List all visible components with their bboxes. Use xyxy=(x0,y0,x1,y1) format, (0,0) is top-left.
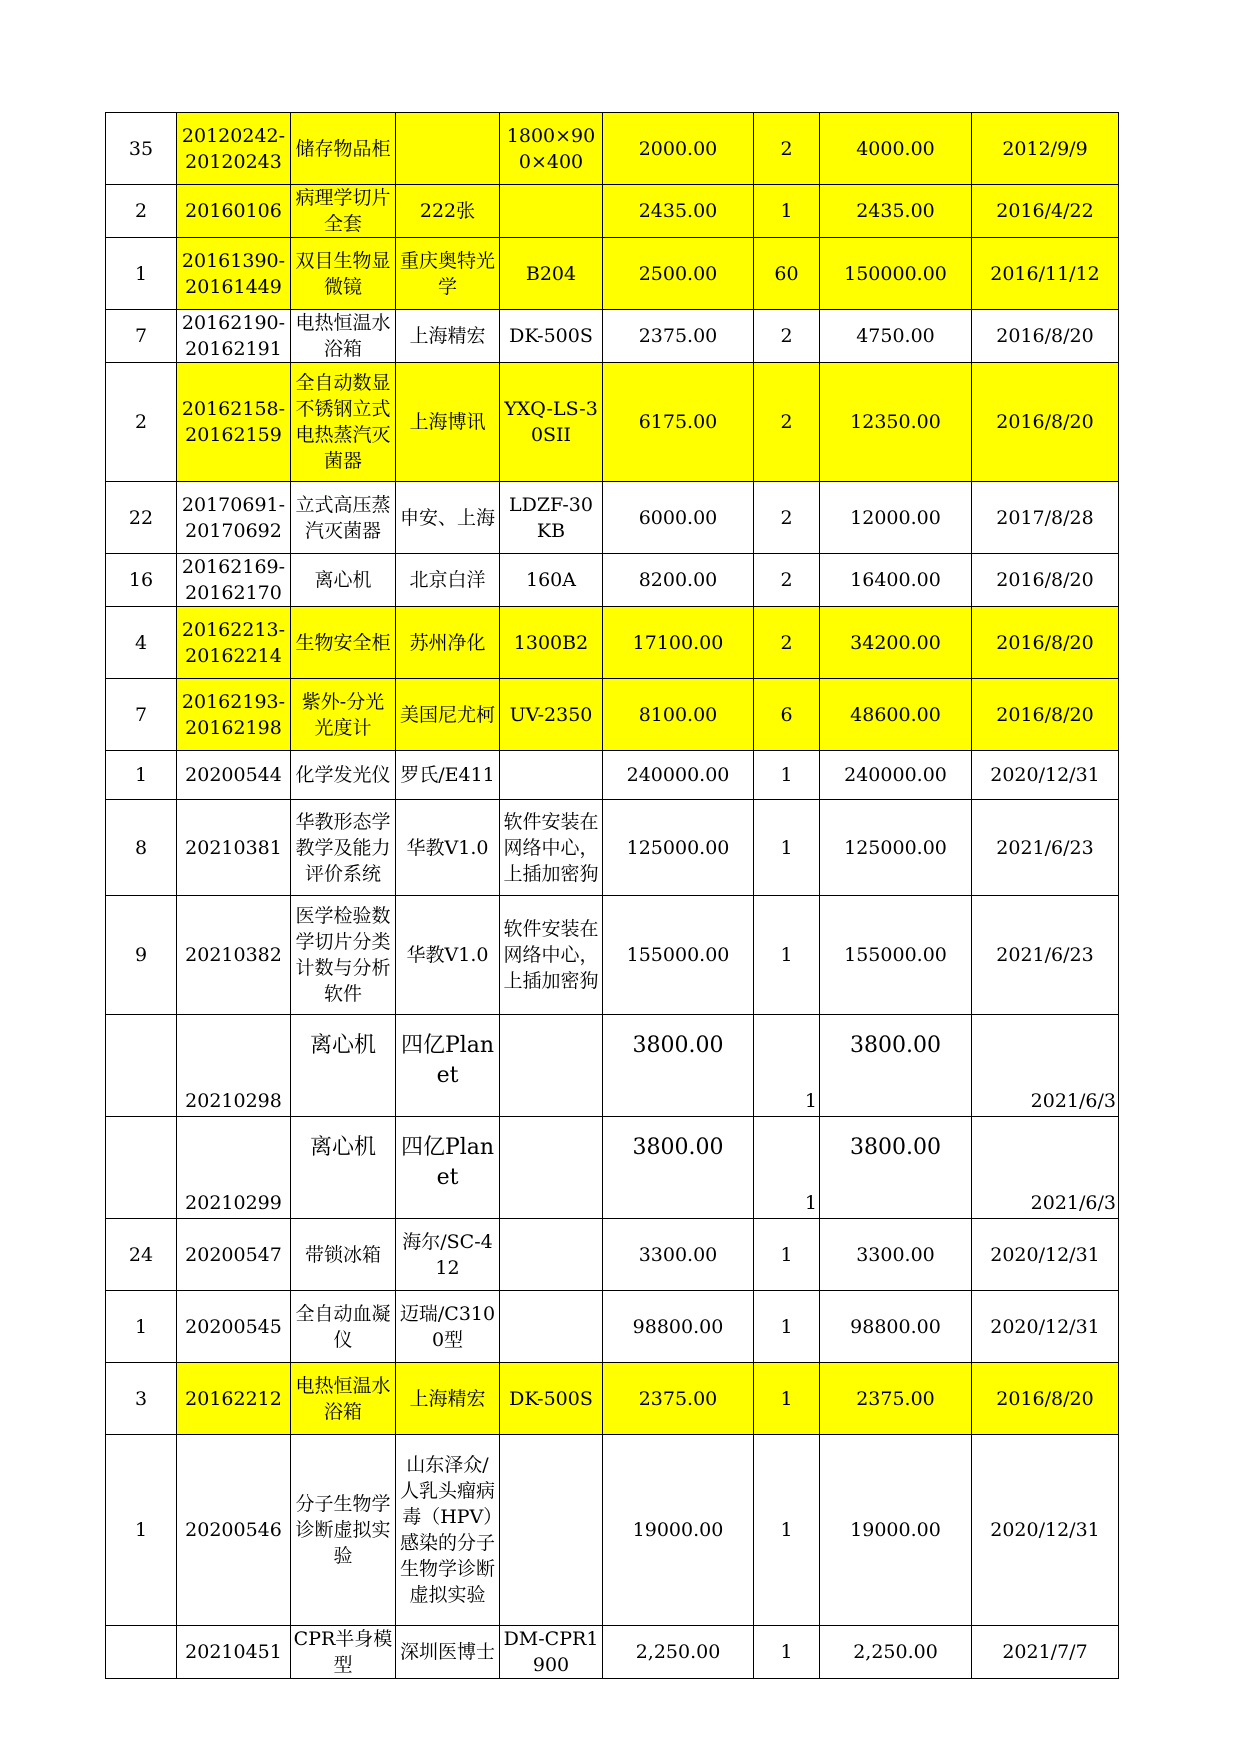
name-cell: 电热恒温水浴箱 xyxy=(291,310,396,363)
asset-number-cell: 20162193-20162198 xyxy=(177,679,291,751)
model-cell xyxy=(500,1015,603,1117)
name-cell: 带锁冰箱 xyxy=(291,1219,396,1291)
brand-cell: 重庆奥特光学 xyxy=(396,238,500,310)
quantity-cell: 1 xyxy=(754,800,820,896)
index-cell: 24 xyxy=(106,1219,177,1291)
model-cell: 1300B2 xyxy=(500,607,603,679)
date-cell: 2016/8/20 xyxy=(972,554,1119,607)
amount-cell: 155000.00 xyxy=(820,896,972,1015)
amount-cell: 34200.00 xyxy=(820,607,972,679)
index-cell: 16 xyxy=(106,554,177,607)
model-cell xyxy=(500,1117,603,1219)
asset-number-cell: 20210381 xyxy=(177,800,291,896)
brand-cell: 四亿Planet xyxy=(396,1117,500,1219)
amount-cell: 4000.00 xyxy=(820,113,972,185)
unit-price-cell: 2,250.00 xyxy=(603,1626,754,1679)
quantity-cell: 1 xyxy=(754,1117,820,1219)
model-cell xyxy=(500,1291,603,1363)
quantity-cell: 1 xyxy=(754,751,820,800)
date-cell: 2016/11/12 xyxy=(972,238,1119,310)
date-cell: 2021/7/7 xyxy=(972,1626,1119,1679)
asset-number-cell: 20162213-20162214 xyxy=(177,607,291,679)
table-row xyxy=(106,1219,1119,1291)
brand-cell: 苏州净化 xyxy=(396,607,500,679)
amount-cell: 240000.00 xyxy=(820,751,972,800)
unit-price-cell: 2000.00 xyxy=(603,113,754,185)
asset-number-cell: 20200547 xyxy=(177,1219,291,1291)
brand-cell: 上海精宏 xyxy=(396,1363,500,1435)
quantity-cell: 2 xyxy=(754,554,820,607)
unit-price-cell: 17100.00 xyxy=(603,607,754,679)
name-cell: 病理学切片全套 xyxy=(291,185,396,238)
asset-number-cell: 20210382 xyxy=(177,896,291,1015)
brand-cell: 华教V1.0 xyxy=(396,800,500,896)
date-cell: 2016/8/20 xyxy=(972,310,1119,363)
model-cell: B204 xyxy=(500,238,603,310)
name-cell: 离心机 xyxy=(291,554,396,607)
brand-cell xyxy=(396,113,500,185)
index-cell xyxy=(106,1117,177,1219)
asset-number-cell: 20210451 xyxy=(177,1626,291,1679)
table-row xyxy=(106,1291,1119,1363)
brand-cell: 美国尼尤柯 xyxy=(396,679,500,751)
asset-number-cell: 20120242-20120243 xyxy=(177,113,291,185)
index-cell: 1 xyxy=(106,1291,177,1363)
unit-price-cell: 3800.00 xyxy=(603,1117,754,1219)
name-cell: 生物安全柜 xyxy=(291,607,396,679)
model-cell: 软件安装在网络中心，上插加密狗 xyxy=(500,800,603,896)
model-cell: 160A xyxy=(500,554,603,607)
unit-price-cell: 2435.00 xyxy=(603,185,754,238)
table-row xyxy=(106,310,1119,363)
index-cell: 1 xyxy=(106,238,177,310)
model-cell: DK-500S xyxy=(500,310,603,363)
unit-price-cell: 6000.00 xyxy=(603,482,754,554)
amount-cell: 2,250.00 xyxy=(820,1626,972,1679)
name-cell: 电热恒温水浴箱 xyxy=(291,1363,396,1435)
brand-cell: 上海博讯 xyxy=(396,363,500,482)
amount-cell: 3300.00 xyxy=(820,1219,972,1291)
model-cell: DM-CPR1900 xyxy=(500,1626,603,1679)
table-row xyxy=(106,482,1119,554)
amount-cell: 48600.00 xyxy=(820,679,972,751)
index-cell: 3 xyxy=(106,1363,177,1435)
amount-cell: 4750.00 xyxy=(820,310,972,363)
asset-number-cell: 20200545 xyxy=(177,1291,291,1363)
brand-cell: 222张 xyxy=(396,185,500,238)
name-cell: 全自动血凝仪 xyxy=(291,1291,396,1363)
amount-cell: 150000.00 xyxy=(820,238,972,310)
index-cell: 9 xyxy=(106,896,177,1015)
quantity-cell: 1 xyxy=(754,1626,820,1679)
index-cell xyxy=(106,1015,177,1117)
model-cell: YXQ-LS-30SII xyxy=(500,363,603,482)
date-cell: 2017/8/28 xyxy=(972,482,1119,554)
index-cell: 4 xyxy=(106,607,177,679)
index-cell: 22 xyxy=(106,482,177,554)
quantity-cell: 1 xyxy=(754,1291,820,1363)
brand-cell: 上海精宏 xyxy=(396,310,500,363)
date-cell: 2016/4/22 xyxy=(972,185,1119,238)
index-cell: 7 xyxy=(106,679,177,751)
table-row xyxy=(106,1626,1119,1679)
quantity-cell: 2 xyxy=(754,607,820,679)
brand-cell: 申安、上海 xyxy=(396,482,500,554)
unit-price-cell: 125000.00 xyxy=(603,800,754,896)
model-cell xyxy=(500,1219,603,1291)
unit-price-cell: 6175.00 xyxy=(603,363,754,482)
date-cell: 2021/6/3 xyxy=(972,1117,1119,1219)
asset-number-cell: 20162158-20162159 xyxy=(177,363,291,482)
quantity-cell: 2 xyxy=(754,310,820,363)
index-cell: 2 xyxy=(106,185,177,238)
date-cell: 2020/12/31 xyxy=(972,1435,1119,1626)
table-row xyxy=(106,1015,1119,1117)
date-cell: 2021/6/23 xyxy=(972,896,1119,1015)
model-cell xyxy=(500,751,603,800)
name-cell: 紫外-分光光度计 xyxy=(291,679,396,751)
name-cell: 双目生物显微镜 xyxy=(291,238,396,310)
brand-cell: 深圳医博士 xyxy=(396,1626,500,1679)
unit-price-cell: 155000.00 xyxy=(603,896,754,1015)
quantity-cell: 2 xyxy=(754,113,820,185)
index-cell: 35 xyxy=(106,113,177,185)
amount-cell: 19000.00 xyxy=(820,1435,972,1626)
date-cell: 2020/12/31 xyxy=(972,751,1119,800)
brand-cell: 迈瑞/C3100型 xyxy=(396,1291,500,1363)
name-cell: 分子生物学诊断虚拟实验 xyxy=(291,1435,396,1626)
table-row xyxy=(106,238,1119,310)
model-cell xyxy=(500,185,603,238)
brand-cell: 海尔/SC-412 xyxy=(396,1219,500,1291)
asset-number-cell: 20162190-20162191 xyxy=(177,310,291,363)
table-body xyxy=(106,113,1119,1679)
table-row xyxy=(106,679,1119,751)
unit-price-cell: 2500.00 xyxy=(603,238,754,310)
asset-number-cell: 20200544 xyxy=(177,751,291,800)
equipment-table xyxy=(105,112,1119,1679)
date-cell: 2016/8/20 xyxy=(972,607,1119,679)
quantity-cell: 2 xyxy=(754,482,820,554)
unit-price-cell: 2375.00 xyxy=(603,310,754,363)
date-cell: 2016/8/20 xyxy=(972,363,1119,482)
date-cell: 2016/8/20 xyxy=(972,1363,1119,1435)
name-cell: 立式高压蒸汽灭菌器 xyxy=(291,482,396,554)
quantity-cell: 1 xyxy=(754,1219,820,1291)
table-row xyxy=(106,896,1119,1015)
name-cell: 医学检验数学切片分类计数与分析软件 xyxy=(291,896,396,1015)
asset-number-cell: 20162169-20162170 xyxy=(177,554,291,607)
model-cell: 软件安装在网络中心，上插加密狗 xyxy=(500,896,603,1015)
table-row xyxy=(106,1435,1119,1626)
date-cell: 2012/9/9 xyxy=(972,113,1119,185)
model-cell: UV-2350 xyxy=(500,679,603,751)
name-cell: 离心机 xyxy=(291,1015,396,1117)
quantity-cell: 6 xyxy=(754,679,820,751)
asset-number-cell: 20210299 xyxy=(177,1117,291,1219)
brand-cell: 四亿Planet xyxy=(396,1015,500,1117)
table-row xyxy=(106,1117,1119,1219)
quantity-cell: 60 xyxy=(754,238,820,310)
table-row xyxy=(106,185,1119,238)
index-cell: 1 xyxy=(106,1435,177,1626)
table-row xyxy=(106,1363,1119,1435)
unit-price-cell: 240000.00 xyxy=(603,751,754,800)
table-row xyxy=(106,113,1119,185)
model-cell: 1800×900×400 xyxy=(500,113,603,185)
unit-price-cell: 3300.00 xyxy=(603,1219,754,1291)
unit-price-cell: 8200.00 xyxy=(603,554,754,607)
quantity-cell: 1 xyxy=(754,1363,820,1435)
quantity-cell: 1 xyxy=(754,896,820,1015)
index-cell: 8 xyxy=(106,800,177,896)
table-row xyxy=(106,800,1119,896)
amount-cell: 3800.00 xyxy=(820,1117,972,1219)
amount-cell: 12350.00 xyxy=(820,363,972,482)
model-cell: LDZF-30KB xyxy=(500,482,603,554)
amount-cell: 2435.00 xyxy=(820,185,972,238)
model-cell: DK-500S xyxy=(500,1363,603,1435)
unit-price-cell: 19000.00 xyxy=(603,1435,754,1626)
unit-price-cell: 98800.00 xyxy=(603,1291,754,1363)
date-cell: 2020/12/31 xyxy=(972,1219,1119,1291)
model-cell xyxy=(500,1435,603,1626)
index-cell xyxy=(106,1626,177,1679)
index-cell: 2 xyxy=(106,363,177,482)
amount-cell: 125000.00 xyxy=(820,800,972,896)
table-row xyxy=(106,607,1119,679)
date-cell: 2016/8/20 xyxy=(972,679,1119,751)
asset-number-cell: 20170691-20170692 xyxy=(177,482,291,554)
quantity-cell: 1 xyxy=(754,1435,820,1626)
amount-cell: 3800.00 xyxy=(820,1015,972,1117)
brand-cell: 山东泽众/人乳头瘤病毒（HPV）感染的分子生物学诊断虚拟实验 xyxy=(396,1435,500,1626)
index-cell: 1 xyxy=(106,751,177,800)
amount-cell: 16400.00 xyxy=(820,554,972,607)
asset-number-cell: 20200546 xyxy=(177,1435,291,1626)
amount-cell: 98800.00 xyxy=(820,1291,972,1363)
table-row xyxy=(106,554,1119,607)
asset-number-cell: 20160106 xyxy=(177,185,291,238)
date-cell: 2020/12/31 xyxy=(972,1291,1119,1363)
brand-cell: 华教V1.0 xyxy=(396,896,500,1015)
brand-cell: 罗氏/E411 xyxy=(396,751,500,800)
name-cell: 全自动数显不锈钢立式电热蒸汽灭菌器 xyxy=(291,363,396,482)
date-cell: 2021/6/3 xyxy=(972,1015,1119,1117)
asset-number-cell: 20161390-20161449 xyxy=(177,238,291,310)
name-cell: CPR半身模型 xyxy=(291,1626,396,1679)
name-cell: 储存物品柜 xyxy=(291,113,396,185)
amount-cell: 2375.00 xyxy=(820,1363,972,1435)
name-cell: 华教形态学教学及能力评价系统 xyxy=(291,800,396,896)
brand-cell: 北京白洋 xyxy=(396,554,500,607)
unit-price-cell: 2375.00 xyxy=(603,1363,754,1435)
table-row xyxy=(106,751,1119,800)
amount-cell: 12000.00 xyxy=(820,482,972,554)
name-cell: 化学发光仪 xyxy=(291,751,396,800)
name-cell: 离心机 xyxy=(291,1117,396,1219)
unit-price-cell: 8100.00 xyxy=(603,679,754,751)
asset-number-cell: 20210298 xyxy=(177,1015,291,1117)
index-cell: 7 xyxy=(106,310,177,363)
quantity-cell: 2 xyxy=(754,363,820,482)
unit-price-cell: 3800.00 xyxy=(603,1015,754,1117)
quantity-cell: 1 xyxy=(754,185,820,238)
asset-number-cell: 20162212 xyxy=(177,1363,291,1435)
table-row xyxy=(106,363,1119,482)
quantity-cell: 1 xyxy=(754,1015,820,1117)
date-cell: 2021/6/23 xyxy=(972,800,1119,896)
